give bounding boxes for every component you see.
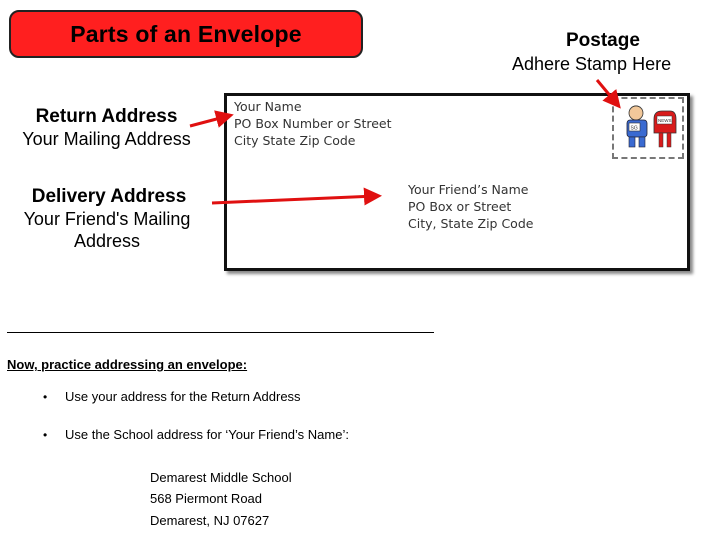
delivery-address-subheading-line-1: Your Friend's Mailing [23, 209, 191, 229]
postage-arrow [597, 80, 617, 104]
return-address-line-2: PO Box Number or Street [234, 116, 392, 131]
return-address-line-3: City State Zip Code [234, 133, 356, 148]
delivery-address-line-3: City, State Zip Code [408, 216, 534, 231]
delivery-address-arrow [212, 196, 376, 203]
section-divider [7, 332, 434, 333]
bullet-item-1: Use your address for the Return Address [65, 389, 301, 404]
postage-heading: Postage [566, 30, 640, 51]
school-address-line-3: Demarest, NJ 07627 [150, 513, 270, 528]
bullet-item-2: Use the School address for ‘Your Friend’s Name’: [65, 427, 349, 442]
return-address-heading: Return Address [35, 106, 178, 127]
return-address-subheading: Your Mailing Address [22, 129, 191, 149]
practice-heading: Now, practice addressing an envelope: [7, 357, 248, 372]
stamp-badge-left: SG [630, 125, 638, 132]
stamp-badge-right: NEWS [658, 118, 672, 123]
delivery-address-heading: Delivery Address [31, 186, 187, 207]
bullet-marker-2: • [43, 428, 48, 442]
bullet-marker-1: • [43, 390, 48, 404]
postage-subheading: Adhere Stamp Here [512, 54, 672, 74]
return-address-arrow [190, 116, 228, 126]
school-address-line-2: 568 Piermont Road [150, 491, 263, 506]
delivery-address-subheading-line-2: Address [73, 231, 141, 251]
page-title: Parts of an Envelope [70, 20, 302, 47]
delivery-address-line-1: Your Friend’s Name [408, 182, 529, 197]
school-address-line-1: Demarest Middle School [150, 470, 292, 485]
delivery-address-line-2: PO Box or Street [408, 199, 512, 214]
return-address-line-1: Your Name [234, 99, 302, 114]
